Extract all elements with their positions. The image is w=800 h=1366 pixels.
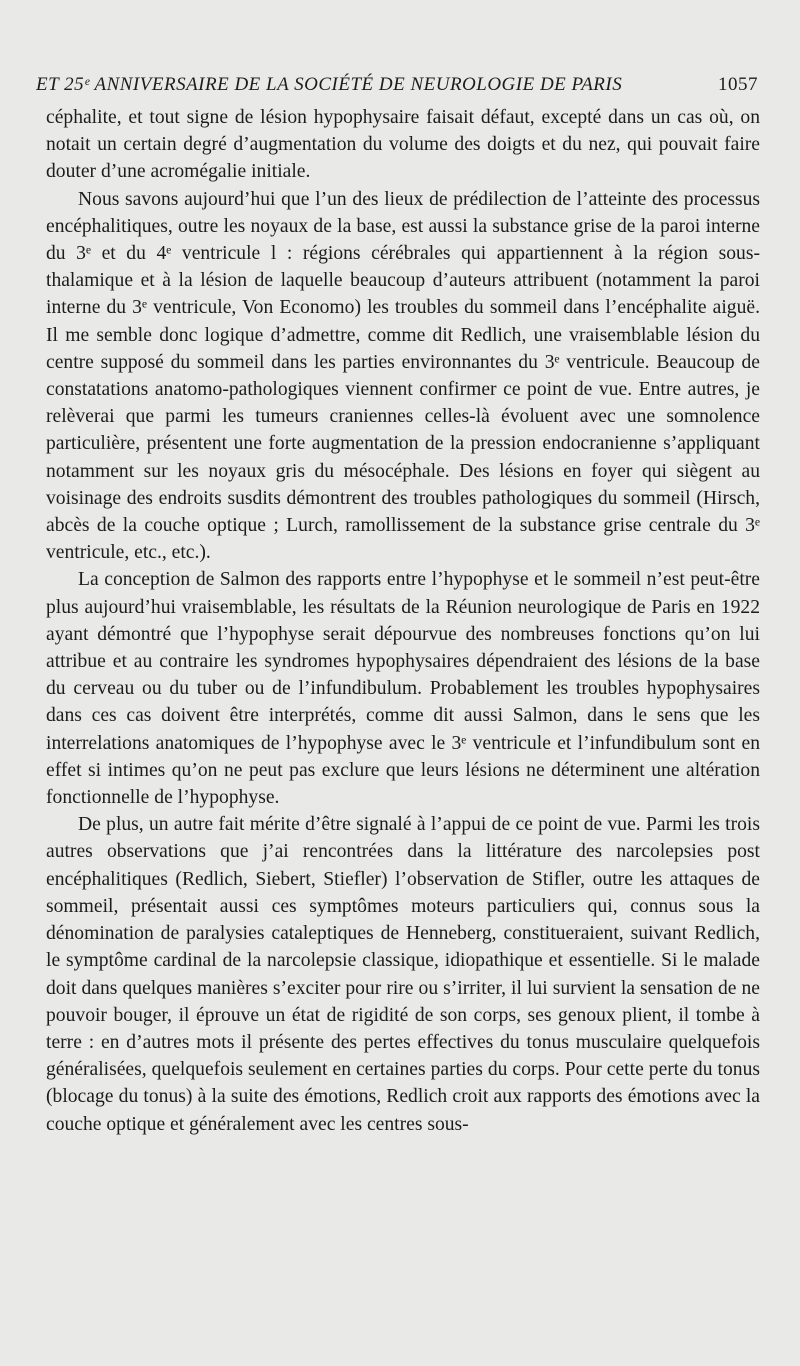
paragraph: De plus, un autre fait mérite d’être signalé à l’appui de ce point de vue. Parmi les trois autres observations que j’ai rencontrées dans la littérature des narcolepsies post encéphalitiques (Redlich, Siebert, Stiefler) l’observation de Stifler, outre les attaques de sommeil, présentait aussi ces symptômes moteurs particuliers qui, connus sous la dénomination de paralysies cataleptiques de Henneberg, constitueraient, suivant Redlich, le symptôme cardinal de la narcolepsie classique, idiopathique et essentielle. Si le malade doit dans quelques manières s’exciter pour rire ou s’irriter, il lui survient la sensation de ne pouvoir bouger, il éprouve un état de rigidité de son corps, ses genoux plient, il tombe à terre : en d’autres mots il présente des pertes effectives du tonus musculaire quelquefois généralisées, quelquefois seulement en certaines parties du corps. Pour cette perte du tonus (blocage du tonus) à la suite des émotions, Redlich croit aux rapports des émotions avec la couche optique et généralement avec les centres sous- [46,814,760,1135]
paragraph: Nous savons aujourd’hui que l’un des lieux de prédilection de l’atteinte des processus encéphalitiques, outre les noyaux de la base, est aussi la substance grise de la paroi interne du 3ᵉ et du 4ᵉ ventricule l : régions cérébrales qui appartiennent à la région sous-thalamique et à la lésion de laquelle beaucoup d’auteurs attribuent (notamment la paroi interne du 3ᵉ ventricule, Von Economo) les troubles du sommeil dans l’encéphalite aiguë. Il me semble donc logique d’admettre, comme dit Redlich, une vraisemblable lésion du centre supposé du sommeil dans les parties environnantes du 3ᵉ ventricule. Beaucoup de constatations anatomo-pathologiques viennent confirmer ce point de vue. Entre autres, je relèverai que parmi les tumeurs craniennes celles-là évoluent avec une somnolence particulière, présentent une forte augmentation de la pression endocranienne s’appliquant notamment sur les noyaux gris du mésocéphale. Des lésions en foyer qui siègent au voisinage des endroits susdits démontrent des troubles pathologiques du sommeil (Hirsch, abcès de la couche optique ; Lurch, ramollissement de la substance grise centrale du 3ᵉ ventricule, etc., etc.). [46,188,760,564]
running-header [36,74,760,100]
page-number: 1057 [718,74,758,95]
paragraph: La conception de Salmon des rapports entre l’hypophyse et le sommeil n’est peut-être plus aujourd’hui vraisemblable, les résultats de la Réunion neurologique de Paris en 1922 ayant démontré que l’hypophyse serait dépourvue des nombreuses fonctions qu’on lui attribue et au contraire les syndromes hypophysaires dépendraient des lésions de la base du cerveau ou du tuber ou de l’infundibulum. Probablement les troubles hypophysaires dans ces cas doivent être interprétés, comme dit aussi Salmon, dans le sens que les interrelations anatomiques de l’hypophyse avec le 3ᵉ ventricule et l’infundibulum sont en effet si intimes qu’on ne peut pas exclure que leurs lésions ne déterminent une altération fonctionnelle de l’hypophyse. [46,569,760,809]
paragraph-continuation: céphalite, et tout signe de lésion hypophysaire faisait défaut, excepté dans un cas où, on notait un certain degré d’augmentation du volume des doigts et du nez, qui pouvait faire douter d’une acromégalie initiale. [46,107,760,183]
running-title: ET 25ᵉ ANNIVERSAIRE DE LA SOCIÉTÉ DE NEUROLOGIE DE PARIS [36,74,623,95]
body-text [46,104,760,1138]
